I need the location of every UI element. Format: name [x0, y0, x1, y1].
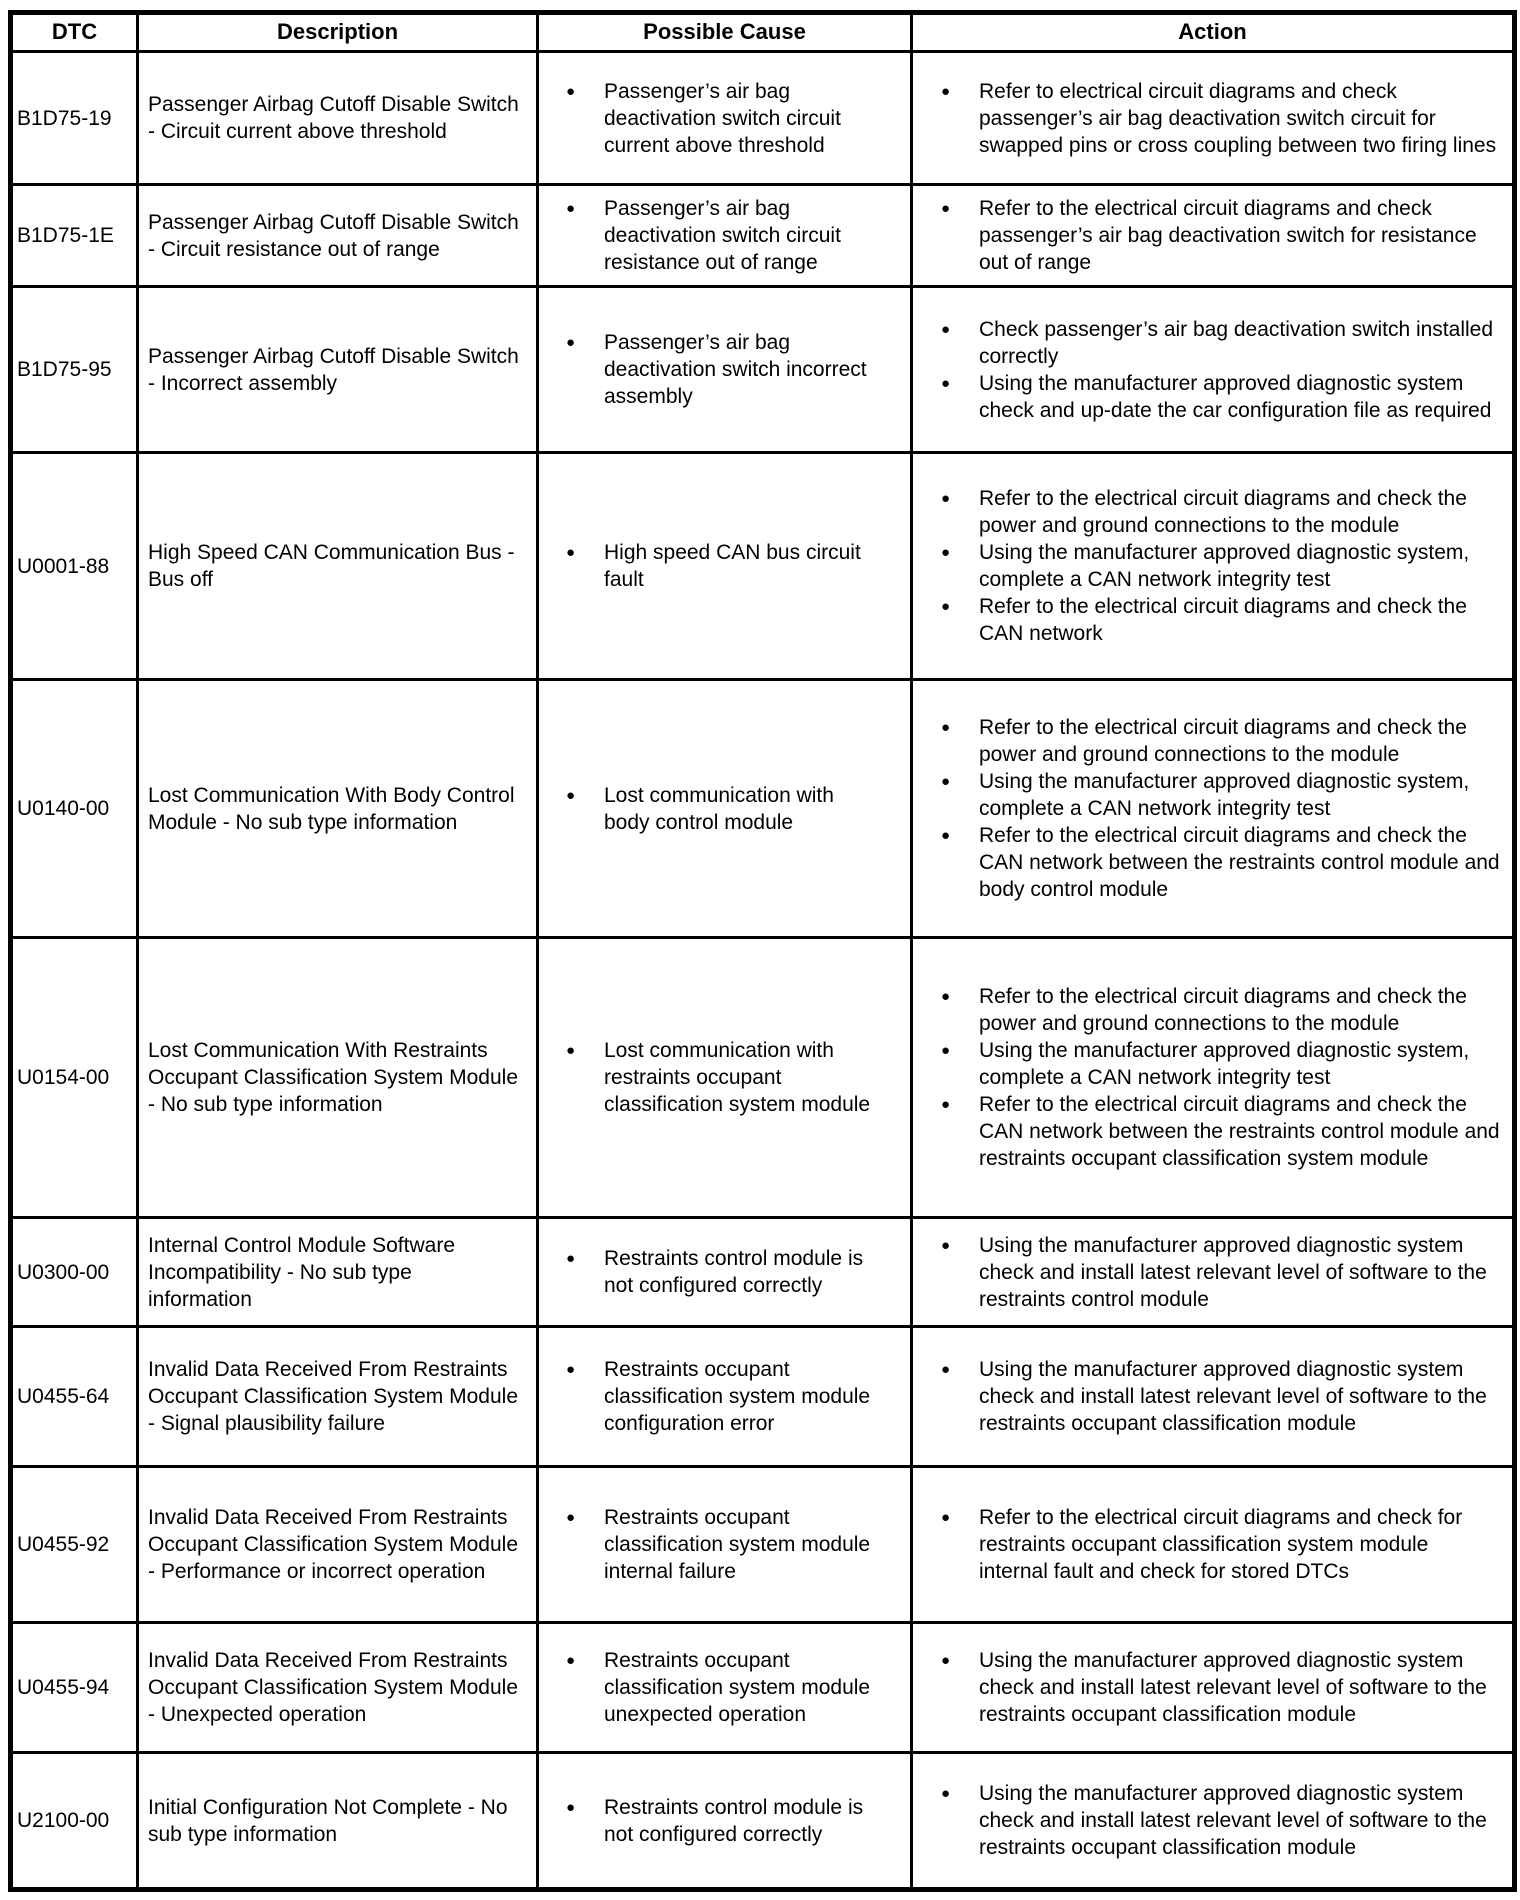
bullet-text: Refer to the electrical circuit diagrams and check the CAN network between the restraints control module and restraints occupant classification system module: [979, 1093, 1500, 1170]
bullet-text: Passenger’s air bag deactivation switch circuit resistance out of range: [604, 197, 841, 274]
bullet-text: Refer to the electrical circuit diagrams and check passenger’s air bag deactivation switch for resistance out of range: [979, 197, 1477, 274]
bullet-item: [564, 1504, 882, 1585]
dtc-table-header: [11, 13, 1515, 52]
dtc-code: U0455-94: [11, 1623, 138, 1753]
bullet-item: [939, 195, 1500, 276]
bullet-icon: ●: [566, 1509, 576, 1526]
bullet-text: High speed CAN bus circuit fault: [604, 541, 861, 591]
table-row-u2100-00: [11, 1753, 1515, 1890]
action-cell: [912, 1218, 1515, 1327]
dtc-table: [8, 10, 1517, 1892]
dtc-code: U0455-64: [11, 1327, 138, 1467]
column-header-possible-cause: Possible Cause: [538, 13, 912, 52]
cause-list: [564, 1037, 882, 1118]
bullet-text: Restraints occupant classification system module unexpected operation: [604, 1649, 871, 1726]
bullet-text: Restraints control module is not configured correctly: [604, 1247, 864, 1297]
bullet-item: [939, 1037, 1500, 1091]
bullet-text: Restraints control module is not configured correctly: [604, 1795, 864, 1846]
bullet-icon: ●: [566, 1652, 576, 1669]
dtc-code: B1D75-1E: [11, 185, 138, 287]
dtc-code: B1D75-95: [11, 287, 138, 453]
possible-cause-cell: [538, 1623, 912, 1753]
dtc-code: U0455-92: [11, 1467, 138, 1623]
action-list: [939, 316, 1500, 424]
possible-cause-cell: [538, 1753, 912, 1890]
bullet-item: [939, 822, 1500, 903]
action-cell: [912, 185, 1515, 287]
dtc-description: Lost Communication With Body Control Module - No sub type information: [138, 680, 538, 938]
bullet-item: [564, 1794, 882, 1848]
action-cell: [912, 52, 1515, 185]
cause-list: [564, 1245, 882, 1299]
bullet-icon: ●: [941, 374, 951, 392]
bullet-icon: ●: [941, 1361, 951, 1378]
bullet-icon: ●: [566, 82, 576, 100]
bullet-text: Refer to the electrical circuit diagrams and check the CAN network between the restraints control module and body control module: [979, 824, 1500, 901]
bullet-icon: ●: [566, 1250, 576, 1267]
bullet-item: [564, 1356, 882, 1437]
bullet-icon: ●: [566, 544, 576, 561]
bullet-item: [939, 539, 1500, 593]
bullet-icon: ●: [941, 1042, 951, 1059]
action-list: [939, 1356, 1500, 1437]
bullet-icon: ●: [941, 320, 951, 338]
dtc-description: Passenger Airbag Cutoff Disable Switch - Circuit resistance out of range: [138, 185, 538, 287]
bullet-text: Passenger’s air bag deactivation switch circuit current above threshold: [604, 79, 841, 157]
dtc-description: Internal Control Module Software Incompatibility - No sub type information: [138, 1218, 538, 1327]
bullet-item: [939, 593, 1500, 647]
cause-list: [564, 539, 882, 593]
action-list: [939, 1504, 1500, 1585]
action-list: [939, 485, 1500, 647]
possible-cause-cell: [538, 453, 912, 680]
bullet-item: [939, 370, 1500, 424]
dtc-table-body: [11, 52, 1515, 1890]
bullet-text: Using the manufacturer approved diagnostic system, complete a CAN network integrity test: [979, 770, 1470, 820]
bullet-text: Restraints occupant classification system module internal failure: [604, 1506, 871, 1583]
possible-cause-cell: [538, 1467, 912, 1623]
action-cell: [912, 938, 1515, 1218]
bullet-icon: ●: [941, 827, 951, 844]
cause-list: [564, 1794, 882, 1848]
bullet-text: Refer to the electrical circuit diagrams and check the power and ground connections to the module: [979, 487, 1467, 537]
bullet-item: [564, 195, 882, 276]
table-row-b1d75-19: [11, 52, 1515, 185]
bullet-item: [939, 1232, 1500, 1313]
column-header-action: Action: [912, 13, 1515, 52]
bullet-item: [564, 1647, 882, 1728]
dtc-description: Invalid Data Received From Restraints Occupant Classification System Module - Unexpected operation: [138, 1623, 538, 1753]
bullet-icon: ●: [941, 82, 951, 100]
dtc-code: U0001-88: [11, 453, 138, 680]
bullet-text: Using the manufacturer approved diagnostic system, complete a CAN network integrity test: [979, 1039, 1470, 1089]
action-list: [939, 195, 1500, 276]
action-cell: [912, 1623, 1515, 1753]
bullet-icon: ●: [941, 1096, 951, 1113]
dtc-code: U2100-00: [11, 1753, 138, 1890]
possible-cause-cell: [538, 185, 912, 287]
table-row-u0001-88: [11, 453, 1515, 680]
bullet-text: Refer to the electrical circuit diagrams and check the power and ground connections to the module: [979, 716, 1467, 766]
bullet-text: Using the manufacturer approved diagnostic system, complete a CAN network integrity test: [979, 541, 1470, 591]
bullet-item: [564, 1037, 882, 1118]
cause-list: [564, 78, 882, 159]
bullet-icon: ●: [941, 544, 951, 561]
bullet-text: Refer to the electrical circuit diagrams and check for restraints occupant classification system module internal fault and check for stored DTCs: [979, 1506, 1463, 1583]
action-list: [939, 714, 1500, 903]
bullet-icon: ●: [941, 1785, 951, 1802]
bullet-item: [564, 1245, 882, 1299]
bullet-icon: ●: [941, 773, 951, 790]
table-row-u0455-94: [11, 1623, 1515, 1753]
action-cell: [912, 1467, 1515, 1623]
action-list: [939, 1780, 1500, 1861]
possible-cause-cell: [538, 1327, 912, 1467]
dtc-description: Passenger Airbag Cutoff Disable Switch - Circuit current above threshold: [138, 52, 538, 185]
bullet-text: Lost communication with restraints occupant classification system module: [604, 1039, 871, 1116]
dtc-code: U0154-00: [11, 938, 138, 1218]
bullet-text: Refer to electrical circuit diagrams and check passenger’s air bag deactivation switch circuit for swapped pins or cross coupling between two firing lines: [979, 79, 1497, 157]
possible-cause-cell: [538, 1218, 912, 1327]
dtc-description: High Speed CAN Communication Bus - Bus off: [138, 453, 538, 680]
table-row-u0455-64: [11, 1327, 1515, 1467]
dtc-description: Initial Configuration Not Complete - No sub type information: [138, 1753, 538, 1890]
bullet-icon: ●: [566, 334, 576, 351]
bullet-text: Using the manufacturer approved diagnostic system check and install latest relevant level of software to the restraints occupant classification module: [979, 1649, 1487, 1726]
table-row-u0300-00: [11, 1218, 1515, 1327]
table-row-u0140-00: [11, 680, 1515, 938]
dtc-code: U0140-00: [11, 680, 138, 938]
bullet-icon: ●: [941, 988, 951, 1005]
bullet-item: [564, 539, 882, 593]
dtc-description: Invalid Data Received From Restraints Occupant Classification System Module - Performance or incorrect operation: [138, 1467, 538, 1623]
possible-cause-cell: [538, 52, 912, 185]
action-cell: [912, 680, 1515, 938]
bullet-text: Restraints occupant classification system module configuration error: [604, 1358, 871, 1435]
possible-cause-cell: [538, 680, 912, 938]
bullet-text: Passenger’s air bag deactivation switch incorrect assembly: [604, 331, 867, 408]
bullet-text: Refer to the electrical circuit diagrams and check the CAN network: [979, 595, 1467, 645]
bullet-icon: ●: [941, 719, 951, 736]
bullet-icon: ●: [941, 200, 951, 217]
possible-cause-cell: [538, 287, 912, 453]
action-list: [939, 1232, 1500, 1313]
bullet-item: [939, 714, 1500, 768]
bullet-item: [939, 1504, 1500, 1585]
bullet-item: [939, 983, 1500, 1037]
bullet-text: Using the manufacturer approved diagnostic system check and install latest relevant level of software to the restraints occupant classification module: [979, 1358, 1487, 1435]
bullet-item: [939, 768, 1500, 822]
column-header-description: Description: [138, 13, 538, 52]
bullet-item: [939, 316, 1500, 370]
possible-cause-cell: [538, 938, 912, 1218]
action-list: [939, 78, 1500, 159]
bullet-item: [939, 485, 1500, 539]
dtc-description: Invalid Data Received From Restraints Occupant Classification System Module - Signal plausibility failure: [138, 1327, 538, 1467]
bullet-icon: ●: [941, 1236, 951, 1254]
bullet-text: Check passenger’s air bag deactivation switch installed correctly: [979, 317, 1494, 368]
bullet-text: Using the manufacturer approved diagnostic system check and install latest relevant level of software to the restraints occupant classification module: [979, 1782, 1487, 1859]
action-cell: [912, 1753, 1515, 1890]
bullet-icon: ●: [941, 1509, 951, 1526]
bullet-icon: ●: [941, 1652, 951, 1669]
action-list: [939, 983, 1500, 1172]
bullet-item: [939, 1356, 1500, 1437]
bullet-text: Refer to the electrical circuit diagrams and check the power and ground connections to the module: [979, 985, 1467, 1035]
dtc-code: U0300-00: [11, 1218, 138, 1327]
bullet-text: Using the manufacturer approved diagnostic system check and up-date the car configuration file as required: [979, 371, 1492, 422]
bullet-item: [939, 1780, 1500, 1861]
bullet-item: [564, 782, 882, 836]
cause-list: [564, 329, 882, 410]
dtc-description: Passenger Airbag Cutoff Disable Switch - Incorrect assembly: [138, 287, 538, 453]
dtc-code: B1D75-19: [11, 52, 138, 185]
bullet-icon: ●: [566, 786, 576, 804]
action-list: [939, 1647, 1500, 1728]
header-row: [11, 13, 1515, 52]
cause-list: [564, 1647, 882, 1728]
bullet-item: [564, 78, 882, 159]
cause-list: [564, 195, 882, 276]
dtc-description: Lost Communication With Restraints Occupant Classification System Module - No sub type information: [138, 938, 538, 1218]
action-cell: [912, 287, 1515, 453]
table-row-u0154-00: [11, 938, 1515, 1218]
bullet-item: [564, 329, 882, 410]
action-cell: [912, 1327, 1515, 1467]
column-header-dtc: DTC: [11, 13, 138, 52]
action-cell: [912, 453, 1515, 680]
bullet-item: [939, 1091, 1500, 1172]
table-row-b1d75-1e: [11, 185, 1515, 287]
bullet-icon: ●: [566, 1042, 576, 1059]
bullet-icon: ●: [566, 1361, 576, 1378]
bullet-text: Using the manufacturer approved diagnostic system check and install latest relevant level of software to the restraints control module: [979, 1233, 1487, 1311]
cause-list: [564, 782, 882, 836]
bullet-icon: ●: [941, 598, 951, 615]
bullet-icon: ●: [566, 1798, 576, 1816]
bullet-item: [939, 1647, 1500, 1728]
cause-list: [564, 1356, 882, 1437]
bullet-icon: ●: [566, 200, 576, 217]
table-row-u0455-92: [11, 1467, 1515, 1623]
bullet-item: [939, 78, 1500, 159]
cause-list: [564, 1504, 882, 1585]
bullet-text: Lost communication with body control module: [604, 783, 834, 834]
table-row-b1d75-95: [11, 287, 1515, 453]
bullet-icon: ●: [941, 490, 951, 507]
